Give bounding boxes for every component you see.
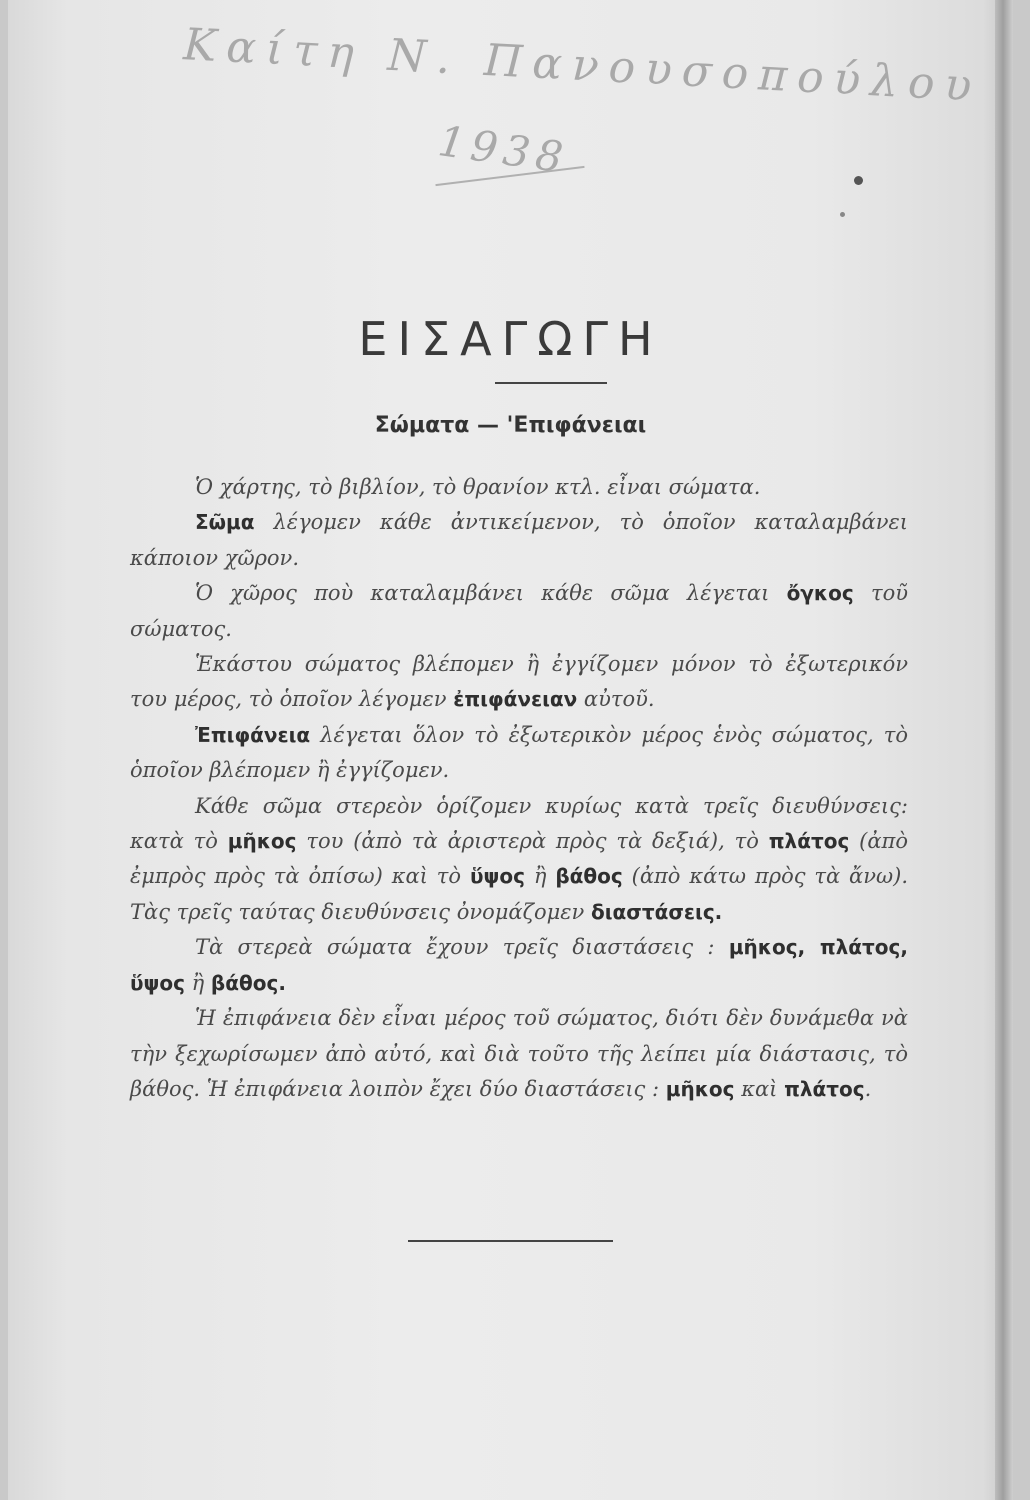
bold-term: πλάτος xyxy=(768,829,850,854)
page-title: ΕΙΣΑΓΩΓΗ xyxy=(358,312,663,366)
text-run: Ἡ ἐπιφάνεια δὲν εἶναι μέρος τοῦ σώματος, διότι δὲν δυνάμεθα νὰ τὴν ξεχωρίσωμεν ἀπὸ αὐτό, καὶ διὰ τοῦτο τῆς λείπει μία διάστασις, τὸ βάθος. Ἡ ἐπιφάνεια λοιπὸν ἔχει δύο διαστάσεις : xyxy=(130,1006,908,1101)
bold-term: ἐπιφάνειαν xyxy=(453,687,578,712)
bold-term: μῆκος xyxy=(665,1076,735,1101)
text-run: Ὁ χάρτης, τὸ βιβλίον, τὸ θρανίον κτλ. εἶναι σώματα. xyxy=(195,475,761,499)
bold-term: βάθος xyxy=(555,864,623,889)
bold-term: ὄγκος xyxy=(786,581,854,606)
bold-term: διαστάσεις. xyxy=(590,899,723,924)
bold-term: Σῶμα xyxy=(195,510,255,535)
paragraph xyxy=(130,789,908,931)
bold-term: πλάτος xyxy=(784,1076,865,1101)
paragraph xyxy=(130,505,908,576)
paragraph xyxy=(130,647,908,718)
text-run: Ἑκάστου σώματος βλέπομεν ἢ ἐγγίζομεν μόνον τὸ ἐξωτερικόν του μέρος, τὸ ὁποῖον λέγομεν xyxy=(130,652,908,712)
ink-spot xyxy=(840,212,845,217)
bold-term: μῆκος, πλάτος, ὕψος xyxy=(130,935,908,995)
page-edge-shadow xyxy=(995,0,1013,1500)
bold-term: ὕψος xyxy=(469,864,525,889)
bold-term: Ἐπιφάνεια xyxy=(195,722,311,747)
book-page xyxy=(8,0,1013,1500)
end-divider xyxy=(408,1240,613,1242)
text-run: αὐτοῦ. xyxy=(577,687,655,712)
ink-spot xyxy=(854,176,863,185)
text-run: (ἀπὸ ἐμπρὸς πρὸς τὰ ὀπίσω) καὶ τὸ xyxy=(130,829,908,889)
text-run: (ἀπὸ κάτω πρὸς τὰ ἄνω). Τὰς τρεῖς ταύτας διευθύνσεις ὀνομάζομεν xyxy=(130,864,909,924)
handwritten-inscription xyxy=(173,19,983,210)
text-run: του (ἀπὸ τὰ ἀριστερὰ πρὸς τὰ δεξιά), τὸ xyxy=(296,829,769,854)
text-run: λέγομεν κάθε ἀντικείμενον, τὸ ὁποῖον καταλαμβάνει κάποιον χῶρον. xyxy=(130,510,908,570)
title-divider xyxy=(495,382,607,384)
paragraph xyxy=(130,576,908,647)
bold-term: βάθος. xyxy=(210,970,286,995)
paragraph xyxy=(130,930,908,1001)
text-run: Τὰ στερεὰ σώματα ἔχουν τρεῖς διαστάσεις : xyxy=(195,935,729,960)
text-run: . xyxy=(864,1076,872,1101)
text-run: καὶ xyxy=(734,1076,785,1101)
paragraph xyxy=(130,718,908,789)
section-subtitle: Σώματα — 'Επιφάνειαι xyxy=(374,413,647,438)
paragraph xyxy=(130,470,908,505)
text-run: ἢ xyxy=(184,970,211,995)
handwritten-year: 1938 xyxy=(435,116,572,183)
text-run: τοῦ σώματος. xyxy=(130,581,908,641)
paragraph xyxy=(130,1001,908,1107)
text-run: ἢ xyxy=(524,864,556,889)
text-run: λέγεται ὅλον τὸ ἐξωτερικὸν μέρος ἑνὸς σώματος, τὸ ὁποῖον βλέπομεν ἢ ἐγγίζομεν. xyxy=(130,722,908,783)
bold-term: μῆκος xyxy=(227,829,297,854)
text-run: Κάθε σῶμα στερεὸν ὁρίζομεν κυρίως κατὰ τρεῖς διευθύνσεις: κατὰ τὸ xyxy=(130,793,908,854)
body-text xyxy=(130,470,908,1107)
handwritten-name: Καίτη Ν. Πανουσοπούλου xyxy=(182,19,983,112)
text-run: Ὁ χῶρος ποὺ καταλαμβάνει κάθε σῶμα λέγεται xyxy=(195,581,787,606)
